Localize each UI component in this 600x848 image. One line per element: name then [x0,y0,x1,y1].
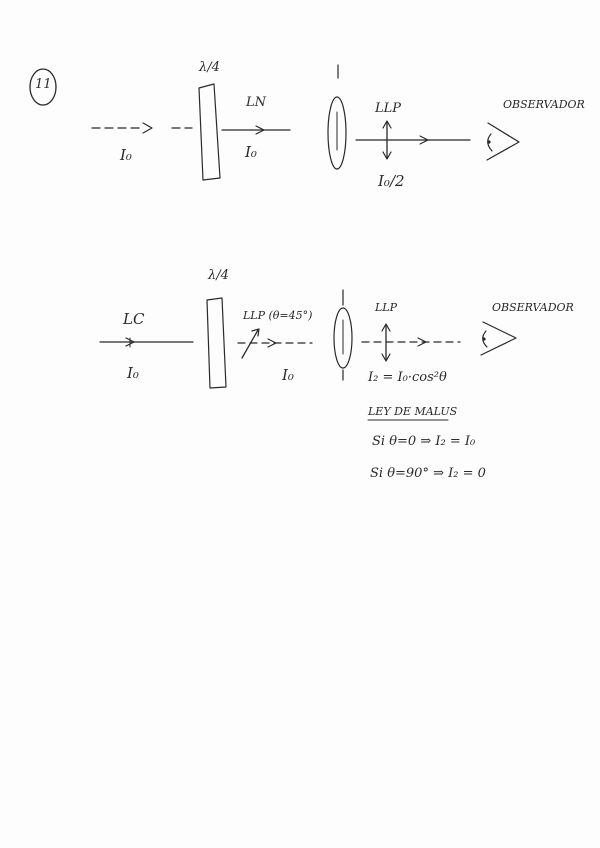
d1-after-plate-intensity: I₀ [245,143,257,161]
d1-observer-label: OBSERVADOR [503,98,585,111]
d2-polarizer [334,290,352,380]
d2-input-intensity: I₀ [127,364,139,382]
d1-plate-label: λ/4 [199,60,220,75]
d2-after-plate-state: LLP (θ=45°) [243,309,313,322]
d1-quarter-wave-plate [199,84,220,180]
d2-observer-eye [481,322,516,355]
d1-after-polarizer-intensity: I₀/2 [378,172,405,190]
d1-after-polarizer-state: LLP [375,101,402,116]
d2-quarter-wave-plate [207,298,226,388]
d2-after-plate-intensity: I₀ [282,366,294,384]
d2-polarized-beam [362,324,460,361]
problem-number: 11 [35,77,52,92]
malus-case-ninety: Si θ=90° ⇒ I₂ = 0 [370,466,486,481]
d1-polarized-beam [356,121,470,159]
d2-plate-output-beam [238,329,312,358]
d2-input-state: LC [123,310,145,328]
d1-observer-eye [487,123,519,160]
d2-observer-label: OBSERVADOR [492,301,574,314]
d1-plate-output-beam [222,126,290,134]
d1-input-beam [92,123,192,133]
malus-case-zero: Si θ=0 ⇒ I₂ = I₀ [372,434,476,449]
malus-law-title: LEY DE MALUS [368,405,458,418]
d2-after-polarizer-state: LLP [375,301,398,314]
d1-polarizer [328,65,346,169]
d1-input-intensity: I₀ [120,146,132,164]
d2-plate-label: λ/4 [208,268,229,283]
d2-input-beam [100,338,193,347]
d1-after-plate-state: LN [246,95,267,110]
malus-result-formula: I₂ = I₀·cos²θ [368,370,447,385]
